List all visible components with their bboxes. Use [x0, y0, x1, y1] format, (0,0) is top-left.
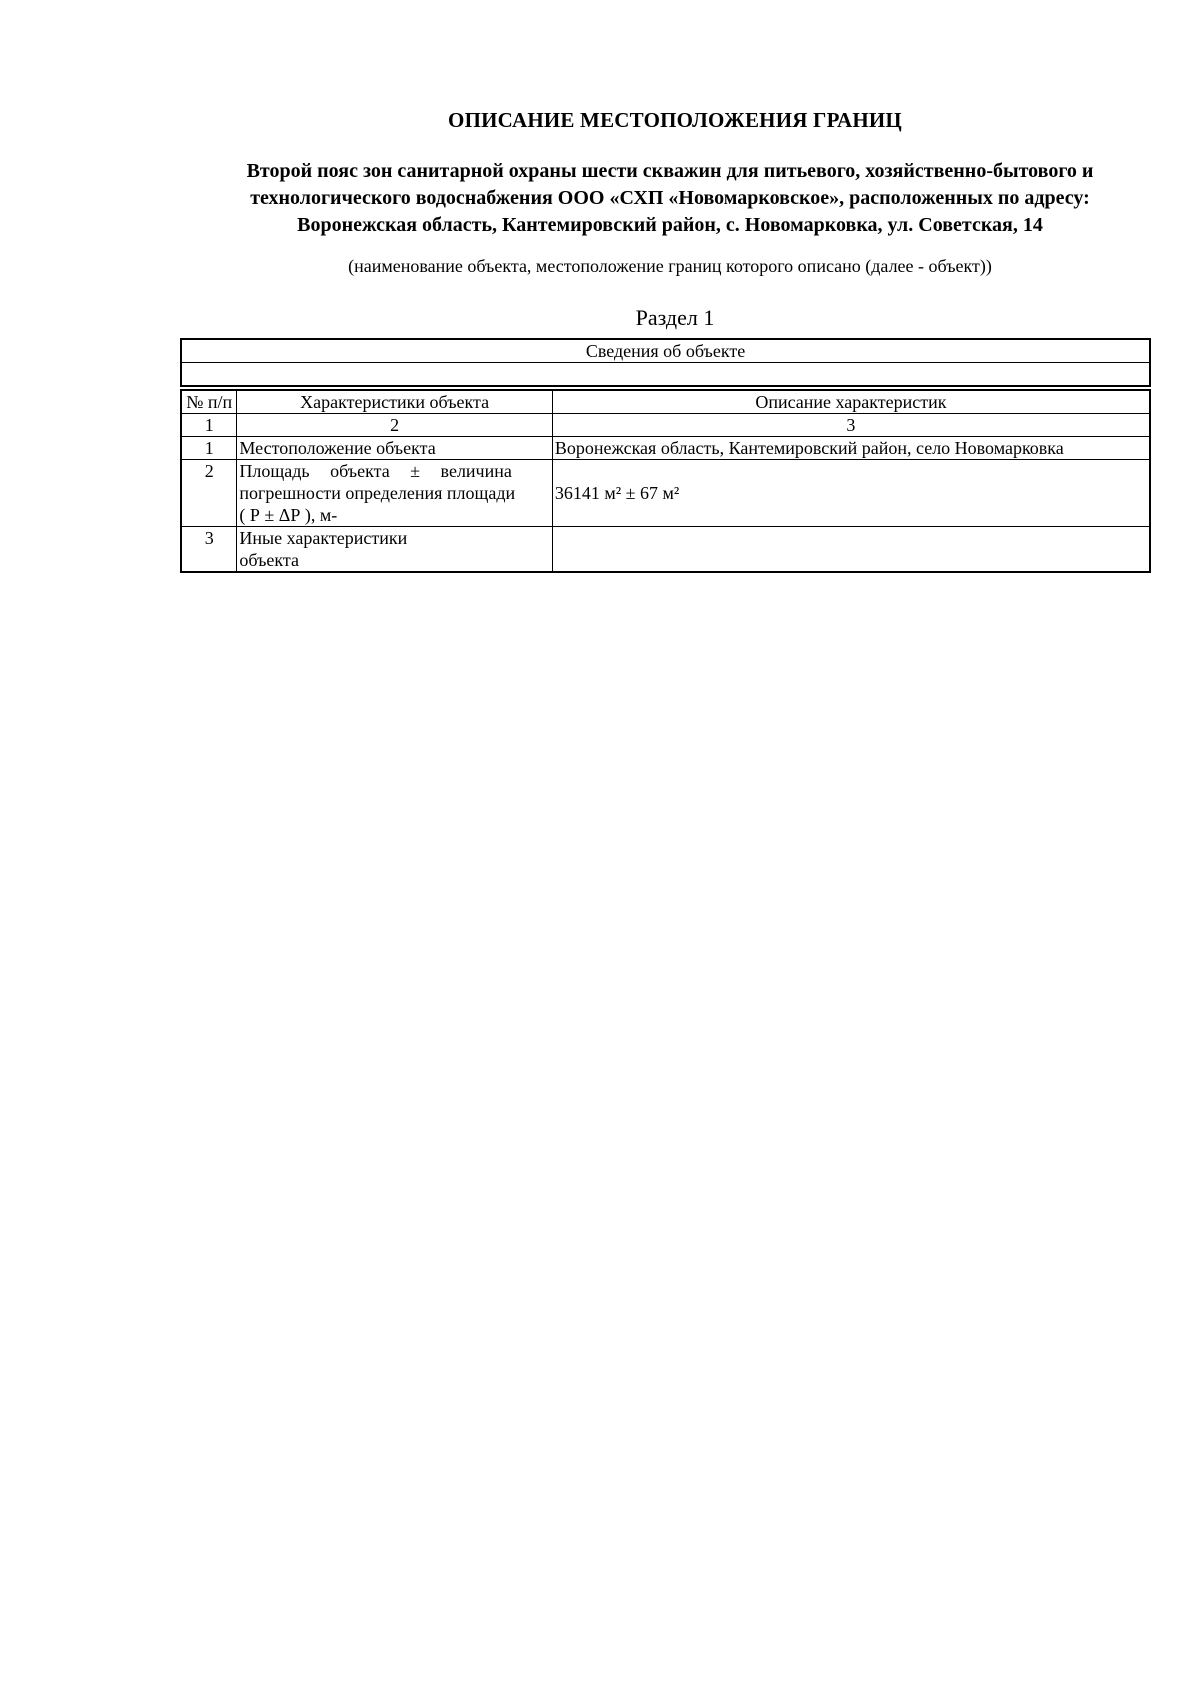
- column-number-row: [181, 414, 1150, 437]
- object-name-line-3: Воронежская область, Кантемировский район, с. Новомарковка, ул. Советская, 14: [297, 214, 1043, 236]
- header-description: Описание характеристик: [552, 390, 1150, 414]
- row-3-characteristic-line-2: объекта: [239, 550, 299, 570]
- column-number-1: 1: [181, 414, 237, 437]
- row-1-description: Воронежская область, Кантемировский район, село Новомарковка: [552, 437, 1150, 460]
- object-name-line-2: технологического водоснабжения ООО «СХП «Новомарковское», расположенных по адресу:: [250, 187, 1090, 209]
- row-2-characteristic: [237, 460, 552, 527]
- table-caption: Сведения об объекте: [181, 339, 1150, 363]
- row-2-num: 2: [181, 460, 237, 527]
- row-3-num: 3: [181, 527, 237, 573]
- document-title: ОПИСАНИЕ МЕСТОПОЛОЖЕНИЯ ГРАНИЦ: [448, 108, 902, 132]
- row-3-characteristic: [237, 527, 552, 573]
- row-2-characteristic-line-1: Площадь объекта ± величина: [239, 461, 512, 481]
- object-name-line-1: Второй пояс зон санитарной охраны шести скважин для питьевого, хозяйственно-бытового и: [246, 160, 1094, 182]
- row-1-num: 1: [181, 437, 237, 460]
- row-2-characteristic-line-3: ( Р ± ΔР ), м-: [239, 505, 338, 525]
- object-name-caption: (наименование объекта, местоположение границ которого описано (далее - объект)): [348, 256, 992, 276]
- column-number-3: 3: [552, 414, 1150, 437]
- object-name: [170, 158, 1170, 239]
- table-caption-row: [181, 339, 1150, 363]
- table-blank-row: [181, 363, 1150, 387]
- table-blank-cell: [181, 363, 1150, 387]
- table-row: [181, 527, 1150, 573]
- table-header-row: [181, 390, 1150, 414]
- row-3-description: [552, 527, 1150, 573]
- row-2-description: 36141 м² ± 67 м²: [552, 460, 1150, 527]
- row-2-characteristic-line-2: погрешности определения площади: [239, 483, 516, 503]
- object-info-table: [180, 338, 1151, 573]
- column-number-2: 2: [237, 414, 552, 437]
- header-num: № п/п: [181, 390, 237, 414]
- row-3-characteristic-line-1: Иные характеристики: [239, 528, 408, 548]
- header-characteristic: Характеристики объекта: [237, 390, 552, 414]
- table-row: [181, 460, 1150, 527]
- section-title: Раздел 1: [635, 305, 715, 330]
- table-row: [181, 437, 1150, 460]
- row-1-characteristic: Местоположение объекта: [237, 437, 552, 460]
